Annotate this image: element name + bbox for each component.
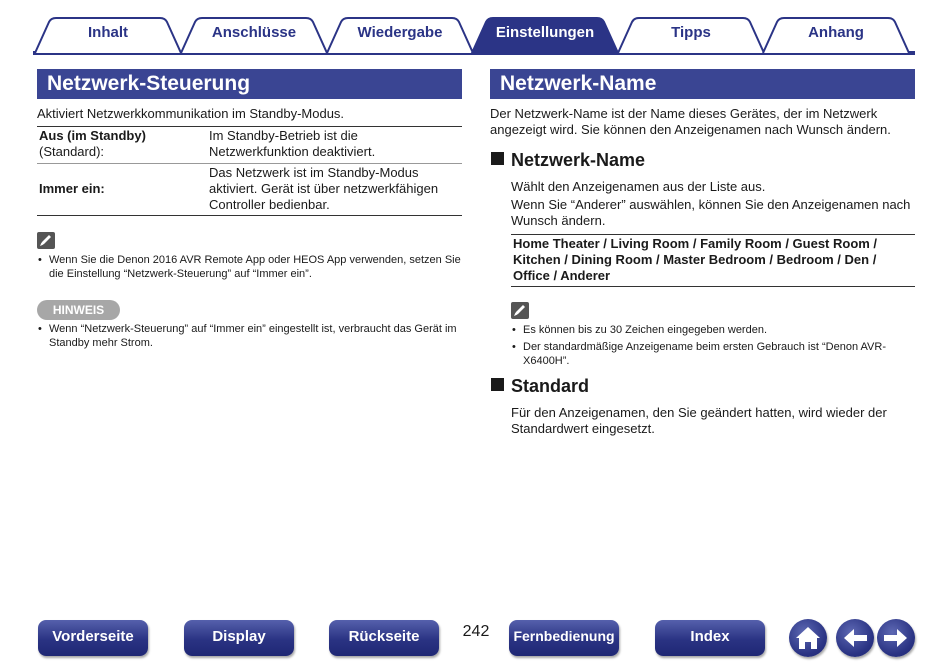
pencil-note-icon	[511, 302, 529, 319]
display-button[interactable]: Display	[184, 620, 294, 656]
arrow-left-icon	[836, 619, 874, 657]
arrow-right-icon	[877, 619, 915, 657]
section-header-netzwerk-name: Netzwerk-Name	[490, 69, 915, 99]
option-description: Das Netzwerk ist im Standby-Modus	[209, 165, 419, 180]
pencil-note-icon	[37, 232, 55, 249]
tab-label: Inhalt	[88, 24, 128, 41]
tab-anhang[interactable]	[761, 17, 911, 52]
option-name: Immer ein:	[39, 181, 105, 196]
rueckseite-button[interactable]: Rückseite	[329, 620, 439, 656]
vorderseite-button[interactable]: Vorderseite	[38, 620, 148, 656]
name-options: Home Theater / Living Room / Family Room / Guest Room / Kitchen / Dining Room / Master Bedroom / Bedroom / Den / Office / Anderer	[513, 236, 878, 283]
hinweis-bullet: • Wenn “Netzwerk-Steuerung” auf “Immer ein” eingestellt ist, verbraucht das Gerät im Standby mehr Strom.	[37, 322, 462, 350]
tab-bar	[33, 17, 915, 55]
fernbedienung-button[interactable]: Fernbedienung	[509, 620, 619, 656]
option-description: Netzwerkfunktion deaktiviert.	[209, 144, 376, 159]
home-icon	[789, 619, 827, 657]
paragraph: Wenn Sie “Anderer” auswählen, können Sie den Anzeigenamen nach Wunsch ändern.	[511, 197, 911, 228]
option-description: aktiviert. Gerät ist über netzwerkfähigen	[209, 181, 439, 196]
section-intro: Aktiviert Netzwerkkommunikation im Standby-Modus.	[37, 106, 345, 121]
note-bullet: • Der standardmäßige Anzeigename beim ersten Gebrauch ist “Denon AVR-X6400H”.	[511, 340, 915, 368]
home-button[interactable]	[789, 619, 827, 657]
table-rule	[37, 126, 462, 127]
tab-label: Wiedergabe	[357, 24, 443, 41]
hinweis-badge: HINWEIS	[37, 300, 120, 320]
option-name: Aus (im Standby)	[39, 128, 146, 143]
tab-inhalt[interactable]	[33, 17, 183, 52]
tab-label: Anhang	[808, 24, 864, 41]
tab-anschluesse[interactable]	[179, 17, 329, 52]
section-intro: Der Netzwerk-Name ist der Name dieses Gerätes, der im Netzwerk angezeigt wird. Sie können den Anzeigenamen nach Wunsch ändern.	[490, 106, 891, 137]
table-rule	[37, 163, 462, 164]
note-bullet: • Es können bis zu 30 Zeichen eingegeben werden.	[511, 323, 915, 337]
tab-label: Anschlüsse	[211, 24, 297, 41]
square-bullet-icon	[491, 152, 504, 165]
option-default-note: (Standard):	[39, 144, 105, 159]
table-rule	[37, 215, 462, 216]
square-bullet-icon	[491, 378, 504, 391]
subheading-netzwerk-name: Netzwerk-Name	[511, 150, 646, 170]
name-options-list	[511, 234, 915, 287]
option-description: Controller bedienbar.	[209, 197, 330, 212]
previous-page-button[interactable]	[836, 619, 874, 657]
paragraph: Wählt den Anzeigenamen aus der Liste aus.	[511, 179, 766, 194]
note-bullet: • Wenn Sie die Denon 2016 AVR Remote App oder HEOS App verwenden, setzen Sie die Einstellung “Netzwerk-Steuerung” auf “Immer ein”.	[37, 253, 462, 281]
tab-wiedergabe[interactable]	[325, 17, 475, 52]
tab-label: Einstellungen	[495, 24, 595, 41]
next-page-button[interactable]	[877, 619, 915, 657]
subheading-standard: Standard	[511, 376, 590, 396]
section-header-netzwerk-steuerung: Netzwerk-Steuerung	[37, 69, 462, 99]
index-button[interactable]: Index	[655, 620, 765, 656]
tab-label: Tipps	[671, 24, 711, 41]
option-description: Im Standby-Betrieb ist die	[209, 128, 358, 143]
tab-tipps[interactable]	[616, 17, 766, 52]
page-number: 242	[462, 623, 490, 640]
paragraph: Für den Anzeigenamen, den Sie geändert hatten, wird wieder der Standardwert eingesetzt.	[511, 405, 887, 436]
tab-einstellungen[interactable]	[470, 17, 620, 52]
